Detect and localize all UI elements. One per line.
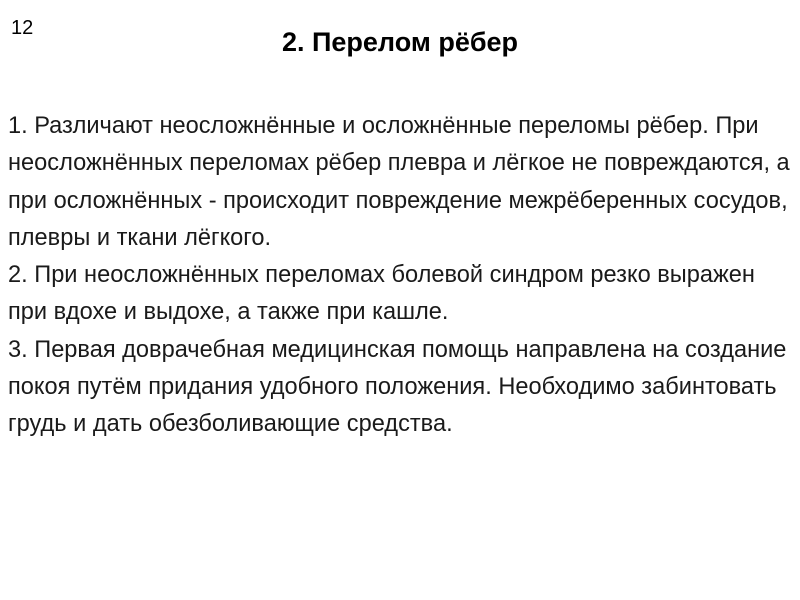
slide-body	[8, 108, 792, 444]
paragraph-classification: 1. Различают неосложнённые и осложнённые переломы рёбер. При неосложнённых переломах рёбер плевра и лёгкое не повреждаются, а при осложнённых - происходит повреждение межрёберенных сосудов, плевры и ткани лёгкого.	[8, 113, 790, 251]
paragraph-first-aid: 3. Первая доврачебная медицинская помощь направлена на создание покоя путём придания удобного положения. Необходимо забинтовать грудь и дать обезболивающие средства.	[8, 336, 787, 438]
slide-number: 12	[11, 17, 34, 39]
slide-title: 2. Перелом рёбер	[281, 27, 519, 57]
paragraph-pain-syndrome: 2. При неосложнённых переломах болевой синдром резко выражен при вдохе и выдохе, а также при кашле.	[8, 262, 755, 326]
